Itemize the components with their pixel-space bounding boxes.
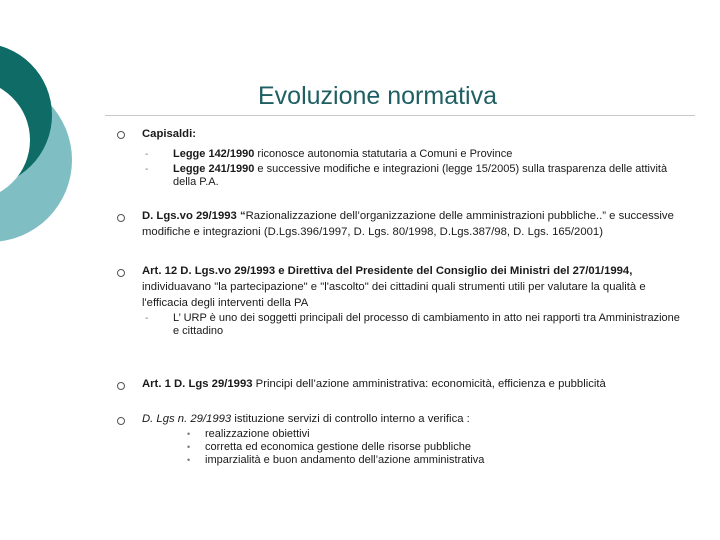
sub-item-text: riconosce autonomia statutaria a Comuni e Province bbox=[254, 148, 513, 160]
sub-item-bold: Legge 241/1990 bbox=[173, 163, 255, 175]
sub-item-text: imparzialità e buon andamento dell’azione amministrativa bbox=[205, 454, 485, 466]
title-divider bbox=[105, 115, 695, 116]
item-heading: Capisaldi: bbox=[142, 128, 196, 140]
sub-item bbox=[142, 454, 687, 467]
list-item-dlgs-29-1993 bbox=[142, 208, 687, 240]
list-item-controlli-interni bbox=[142, 411, 687, 467]
bullet-icon bbox=[117, 382, 125, 390]
small-bullet-icon: • bbox=[187, 429, 191, 439]
dash-icon: - bbox=[145, 164, 149, 175]
sub-item bbox=[142, 441, 687, 454]
item-text: Razionalizzazione dell’organizzazione delle amministrazioni pubbliche..” e successive modifiche e integrazioni (D.Lgs.396/1997, D. Lgs. 80/1998, D.Lgs.387/98, D. Lgs. 165/2001) bbox=[142, 210, 674, 238]
sub-item-bold: Legge 142/1990 bbox=[173, 148, 255, 160]
bullet-icon bbox=[117, 131, 125, 139]
page-title: Evoluzione normativa bbox=[258, 82, 498, 110]
item-bold: D. Lgs.vo 29/1993 “ bbox=[142, 210, 246, 222]
list-item-art-1 bbox=[142, 376, 687, 392]
sub-item-text: realizzazione obiettivi bbox=[205, 428, 310, 440]
small-bullet-icon: • bbox=[187, 455, 191, 465]
sub-item-text: e successive modifiche e integrazioni (legge 15/2005) sulla trasparenza delle attività della P.A. bbox=[173, 163, 668, 188]
item-bold: Art. 1 D. Lgs 29/1993 bbox=[142, 378, 253, 390]
sub-item bbox=[142, 148, 687, 161]
item-text: Principi dell’azione amministrativa: economicità, efficienza e pubblicità bbox=[252, 378, 606, 390]
bullet-icon bbox=[117, 417, 125, 425]
sub-item-text: corretta ed economica gestione delle risorse pubbliche bbox=[205, 441, 471, 453]
bullet-icon bbox=[117, 269, 125, 277]
item-text: istituzione servizi di controllo interno a verifica : bbox=[231, 413, 470, 425]
sub-item-text: L’ URP è uno dei soggetti principali del processo di cambiamento in atto nei rapporti tra Amministrazione e cittadino bbox=[173, 312, 680, 337]
decorative-circles bbox=[0, 0, 110, 290]
item-italic: D. Lgs n. 29/1993 bbox=[142, 413, 232, 425]
list-item-art-12 bbox=[142, 263, 687, 338]
item-text: individuavano "la partecipazione" e "l'ascolto" dei cittadini quali strumenti utili per valutare la qualità e l'efficacia degli interventi della PA bbox=[142, 281, 646, 309]
sub-item bbox=[142, 312, 687, 338]
item-bold: Art. 12 D. Lgs.vo 29/1993 e Direttiva del Presidente del Consiglio dei Ministri del 27/01/1994, bbox=[142, 265, 633, 277]
dash-icon: - bbox=[145, 313, 149, 324]
small-bullet-icon: • bbox=[187, 442, 191, 452]
bullet-icon bbox=[117, 214, 125, 222]
sub-item bbox=[142, 163, 687, 189]
sub-item bbox=[142, 428, 687, 441]
list-item-capisaldi bbox=[142, 126, 687, 189]
dash-icon: - bbox=[145, 149, 149, 160]
